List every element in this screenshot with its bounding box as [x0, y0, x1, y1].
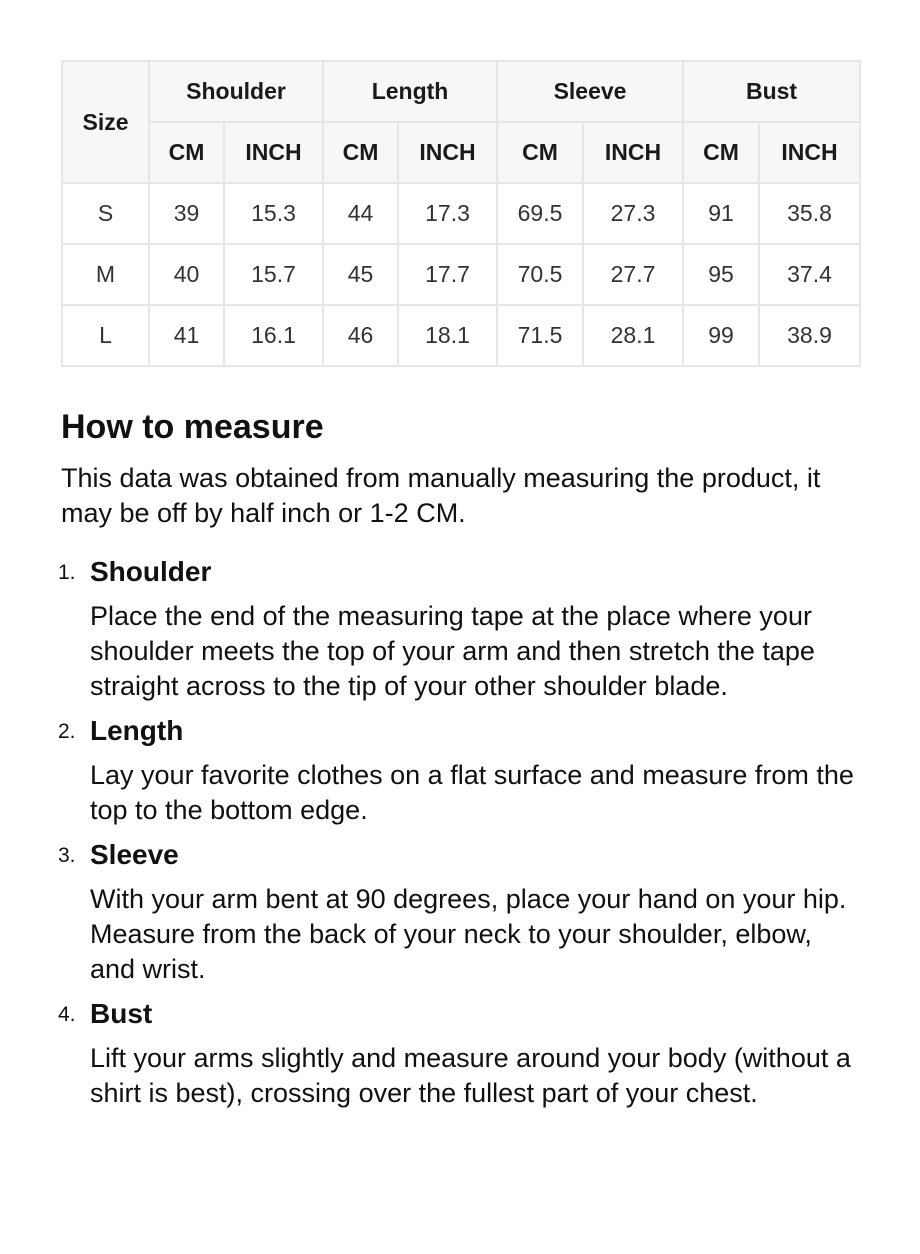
- table-cell: 46: [323, 305, 398, 366]
- size-guide: [58, 60, 859, 1111]
- table-cell: 69.5: [497, 183, 583, 244]
- table-cell: 44: [323, 183, 398, 244]
- step-number: 2.: [58, 720, 76, 743]
- table-cell: 41: [149, 305, 224, 366]
- group-header-length: Length: [323, 61, 497, 122]
- unit-header: CM: [149, 122, 224, 183]
- group-header-shoulder: Shoulder: [149, 61, 323, 122]
- table-cell: 15.7: [224, 244, 323, 305]
- how-to-measure-heading: How to measure: [61, 408, 324, 446]
- unit-header: INCH: [398, 122, 497, 183]
- unit-header: INCH: [759, 122, 860, 183]
- step-title: Sleeve: [90, 839, 179, 870]
- unit-header: CM: [683, 122, 759, 183]
- group-header-sleeve: Sleeve: [497, 61, 683, 122]
- table-cell: 17.3: [398, 183, 497, 244]
- step-number: 3.: [58, 844, 76, 867]
- table-cell: 37.4: [759, 244, 860, 305]
- step-number: 4.: [58, 1003, 76, 1026]
- table-header: [62, 61, 860, 183]
- table-cell: 27.3: [583, 183, 683, 244]
- table-cell: 38.9: [759, 305, 860, 366]
- table-cell: 71.5: [497, 305, 583, 366]
- table-cell: 17.7: [398, 244, 497, 305]
- unit-header: INCH: [224, 122, 323, 183]
- intro-paragraph: This data was obtained from manually measuring the product, it may be off by half inch or 1-2 CM.: [61, 463, 821, 528]
- table-row: [62, 244, 860, 305]
- measure-steps-list: [58, 555, 859, 1111]
- step-description: With your arm bent at 90 degrees, place your hand on your hip. Measure from the back of your neck to your shoulder, elbow, and wrist.: [90, 884, 847, 984]
- table-cell: 35.8: [759, 183, 860, 244]
- table-cell: 18.1: [398, 305, 497, 366]
- table-cell: 95: [683, 244, 759, 305]
- table-cell: 40: [149, 244, 224, 305]
- size-cell: S: [62, 183, 149, 244]
- table-body: [62, 183, 860, 366]
- step-title: Bust: [90, 998, 153, 1029]
- step-description: Lay your favorite clothes on a flat surface and measure from the top to the bottom edge.: [90, 760, 854, 825]
- step-description: Lift your arms slightly and measure around your body (without a shirt is best), crossing over the fullest part of your chest.: [90, 1043, 851, 1108]
- table-cell: 91: [683, 183, 759, 244]
- header-row-groups: [62, 61, 860, 122]
- table-cell: 28.1: [583, 305, 683, 366]
- list-item: [58, 997, 859, 1111]
- table-cell: 99: [683, 305, 759, 366]
- step-description: Place the end of the measuring tape at the place where your shoulder meets the top of your arm and then stretch the tape straight across to the tip of your other shoulder blade.: [90, 601, 815, 701]
- list-item: [58, 714, 859, 828]
- step-title: Shoulder: [90, 556, 212, 587]
- table-cell: 27.7: [583, 244, 683, 305]
- list-item: [58, 838, 859, 987]
- table-cell: 39: [149, 183, 224, 244]
- table-cell: 15.3: [224, 183, 323, 244]
- table-row: [62, 183, 860, 244]
- unit-header: CM: [323, 122, 398, 183]
- group-header-bust: Bust: [683, 61, 860, 122]
- size-cell: L: [62, 305, 149, 366]
- header-row-units: [62, 122, 860, 183]
- size-column-header: Size: [62, 61, 149, 183]
- table-row: [62, 305, 860, 366]
- table-cell: 70.5: [497, 244, 583, 305]
- step-title: Length: [90, 715, 184, 746]
- unit-header: CM: [497, 122, 583, 183]
- step-number: 1.: [58, 561, 76, 584]
- size-chart-table: [61, 60, 861, 367]
- unit-header: INCH: [583, 122, 683, 183]
- table-cell: 16.1: [224, 305, 323, 366]
- size-cell: M: [62, 244, 149, 305]
- table-cell: 45: [323, 244, 398, 305]
- list-item: [58, 555, 859, 704]
